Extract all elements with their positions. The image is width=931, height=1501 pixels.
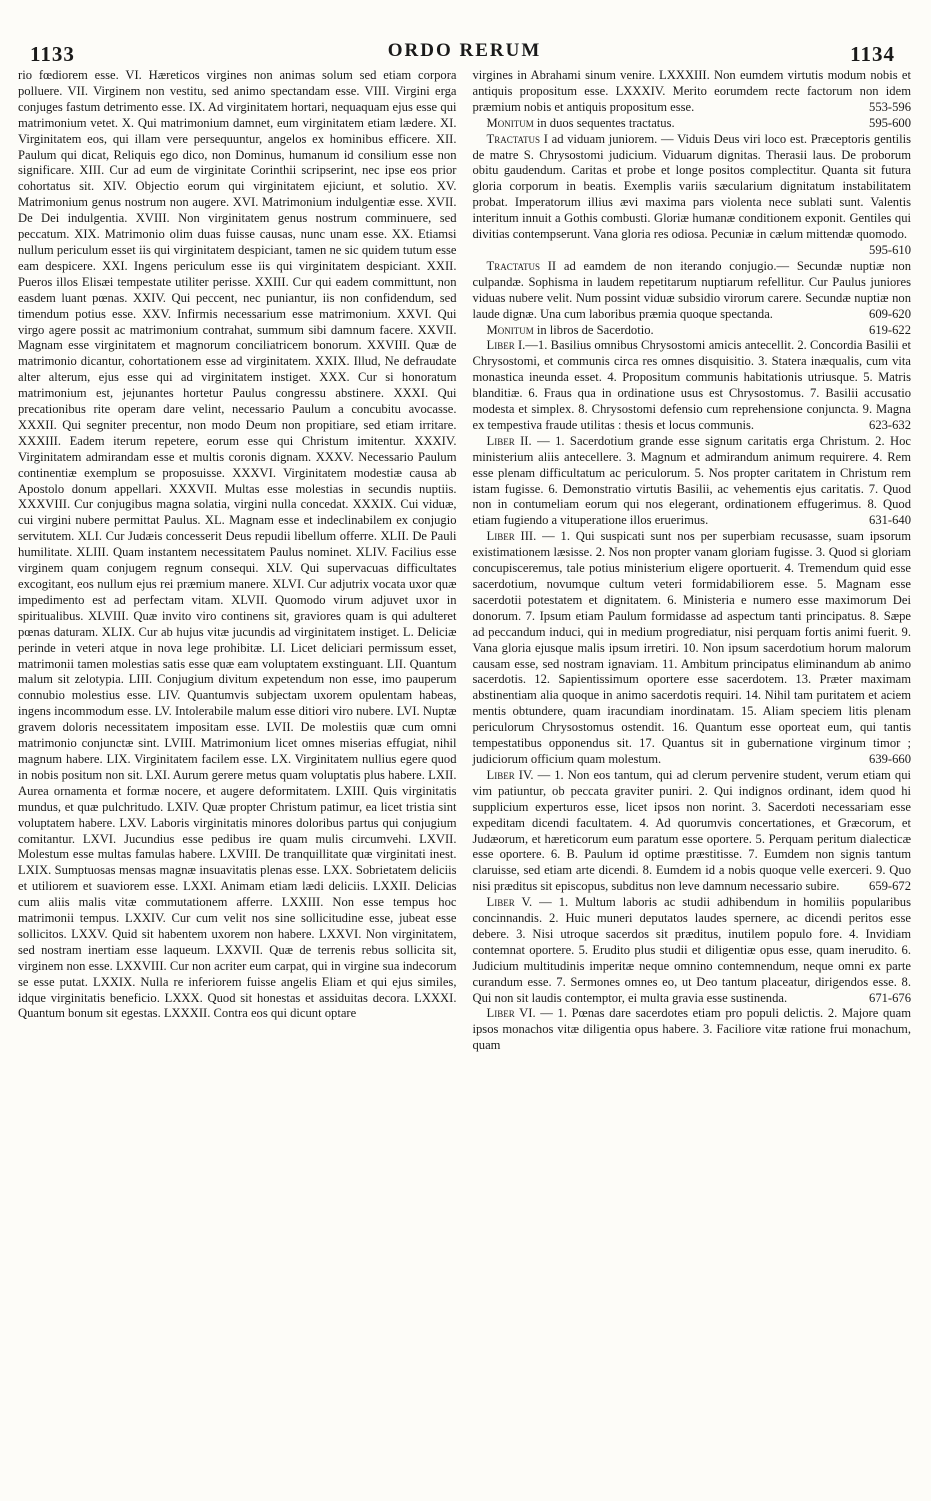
column-reference: 671-676	[869, 990, 911, 1005]
column-reference: 595-600	[869, 115, 911, 130]
entry-lead: Tractatus	[486, 131, 540, 146]
entry-text: virgines in Abrahami sinum venire. LXXXIII. Non eumdem virtutis modum nobis et antiquis propositum esse. LXXXIV. Merito eorumdem recte factorum non idem præmium nobis et antiquis propositum esse.	[472, 68, 911, 114]
column-reference: 631-640	[869, 513, 911, 528]
columns	[18, 68, 911, 1054]
entry-text: in duos sequentes tractatus.	[533, 115, 675, 130]
left-column-text: rio fœdiorem esse. VI. Hæreticos virgines non animas solum sed etiam corpora polluere. VII. Virginem non vestitu, sed animo spectandam esse. VIII. Virgini erga conjuges fastum detrimento esse. IX. Ad virginitatem hortari, nequaquam ejus esse qui matrimonium vetet. X. Qui matrimonium damnet, eum virginitatem etiam lædere. XI. Virginitatem eos, qui illam vere persequuntur, angelos ex hominibus efficere. XII. Paulum qui dicat, Reliquis ego dico, non Dominus, humanum id consilium esse non significare. XIII. Cur ad eum de virginitate Corinthii scripserint, nec ipse eos prior cohortatus sit. XIV. Objectio eorum qui virginitatem ejiciunt, et solutio. XV. Matrimonium genus nostrum non augere. XVI. Matrimonium indulgentiæ esse. XVII. De Dei indulgentia. XVIII. Non virginitatem genus nostrum comminuere, sed peccatum. XIX. Matrimonio olim duas fuisse causas, nunc unam esse. XX. Etiamsi nullum periculum esset iis qui virginitatem despiciant, tamen ne sic quidem tutum esse eam despicere. XXI. Ingens periculum esse iis qui virginitatem despiciant. XXII. Pueros illos Elisæi tempestate utiliter perisse. XXIII. Cur qui eadem committunt, non easdem luant pœnas. XXIV. Qui peccent, nec puniantur, iis non confidendum, sed timendum potius esse. XXV. Infirmis necessarium esse matrimonium. XXVI. Qui virgo agere possit ac matrimonium contrahat, summum sibi damnum facere. XXVII. Magnam esse virginitatem et magnorum conciliatricem bonorum. XXVIII. Quæ de matrimonio dicantur, cohortationem esse ad virginitatem. XXIX. Illud, Ne defraudate alter alterum, ejus esse qui ad virginitatem instiget. XXX. Cur si honoratum matrimonium est, jejunantes hortetur Paulus congressu abstinere. XXXI. Qui precationibus rite operam dare velint, necessario Paulum a concubitu avocasse. XXXII. Qui segniter precentur, non modo Deum non propitiare, sed etiam irritare. XXXIII. Eadem iterum repetere, eorum esse qui Christum imitentur. XXXIV. Virginitatem admirandam esse et multis coronis dignam. XXXV. Necessario Paulum continentiæ exemplum se proposuisse. XXXVI. Virginitatem modestiæ causa ab Apostolo donum appellari. XXXVII. Multas esse molestias in secundis nuptiis. XXXVIII. Cur conjugibus magna solatia, virgini nulla concedat. XXXIX. Cui viduæ, cui virgini nubere permittat Paulus. XL. Magnam esse et indeclinabilem ex conjugio servitutem. XLI. Cur Judæis concesserit Deus repudii libellum offerre. XLII. De Pauli humilitate. XLIII. Quam instantem necessitatem Paulus nominet. XLIV. Facilius esse virginem quam conjugem regnum consequi. XLV. Qui supervacuas difficultates excogitant, eos nullum ejus rei præmium manere. XLVI. Cur adjutrix vocata uxor quæ impedimento est ad perfectam vitam. XLVII. Quomodo virum adjuvet uxor in spiritualibus. XLVIII. Quæ invito viro continens sit, graviores quam is qui adulteret pœnas daturam. XLIX. Cur ab hujus vitæ jucundis ad virginitatem instiget. L. Deliciæ perinde in veteri atque in nova lege prohibitæ. LI. Licet deliciari permissum esset, matrimonii tamen molestias satis esse quæ eam voluptatem exstinguant. LII. Quantum malum sit zelotypia. LIII. Conjugium divitum expetendum non esse, imo pauperum connubio molestius esse. LIV. Quantumvis subjectam uxorem opulentam habeas, ingens incommodum esse. LV. Intolerabile malum esse ditiori viro nubere. LVI. Nuptæ gravem doloris necessitatem impositam esse. LVII. De molestiis quæ cum omni matrimonio conjunctæ sint. LVIII. Matrimonium licet omnes miserias effugiat, nihil magnum habere. LIX. Virginitatem facilem esse. LX. Virginitatem nullius egere quod in nobis positum non sit. LXI. Aurum gerere metus quam voluptatis plus habere. LXII. Aurea ornamenta et formæ nocere, et augere deformitatem. LXIII. Quis virginitatis mundus, et quæ pulchritudo. LXIV. Quæ propter Christum patimur, ea licet tristia sint voluptatem habere. LXV. Laboris virginitatis minores doloribus partus qui conjugium comitantur. LXVI. Jucundius esse pedibus ire quam mulis circumvehi. LXVII. Molestum esse multas famulas habere. LXVIII. De tranquillitate quæ virginitati inest. LXIX. Sumptuosas mensas magnæ insuavitatis plenas esse. LXX. Sobrietatem deliciis et utiliorem et suaviorem esse. LXXI. Animam etiam lædi deliciis. LXXII. Delicias cum aliis malis vitæ commutationem afferre. LXXIII. Non esse tempus hoc matrimonii tempus. LXXIV. Cur cum velit nos sine sollicitudine esse, jubeat esse sollicitos. LXXV. Quid sit habentem uxorem non habere. LXXVI. Non virginitatem, sed nostram inertiam esse laqueum. LXXVII. Quæ de terrenis rebus sollicita sit, virginem non esse. LXXVIII. Cur non acriter eum carpat, qui in virgine sua indecorum se esse putat. LXXIX. Nulla re inferiorem fuisse angelis Eliam et qui ejus similes, idque virginitatis beneficio. LXXX. Quod sit honestas et assiduitas decora. LXXXI. Quantum bonum sit egestas. LXXXII. Contra eos qui dicunt optare	[18, 68, 457, 1021]
entry-text: II ad eamdem de non iterando conjugio.— Secundæ nuptiæ non culpandæ. Sophisma in laudem repetitarum nuptiarum refellitur. Cur Paulus juniores viduas nubere velit. Num possint viduæ subsidio virorum carere. Secundæ nuptiæ non laude dignæ. Una cum laboribus præmia quoque spectanda.	[472, 258, 911, 321]
page-header	[18, 30, 911, 68]
toc-entry	[473, 768, 912, 895]
entry-text: in libros de Sacerdotio.	[533, 322, 654, 337]
page-number-left: 1133	[30, 42, 75, 66]
entry-lead: Liber	[486, 529, 515, 544]
column-reference: 609-620	[869, 306, 911, 321]
entry-text: III. — 1. Qui suspicati sunt nos per superbiam recusasse, suam ipsorum existimationem læsisse. 2. Nos non propter vanam gloriam fugisse. 3. Quod si gloriam concupisceremus, tale potius ministerium eligere oportuerit. 4. Tremendum quid esse sacerdotium, novumque cultum veteri formidabiliorem esse. 5. Magnam esse sacerdotii potestatem et dignitatem. 6. Ministeria e numero esse maximorum Dei donorum. 7. Ipsum etiam Paulum formidasse ad aspectum tanti principatus. 8. Sæpe ad peccandum induci, qui in medium progrediatur, nisi perquam fortis animi fuerit. 9. Vana gloria ejusque malis ipsum irretiri. 10. Non ipsum sacerdotium horum malorum causam esse, sed nostram ignaviam. 11. Ambitum principatus eliminandum ab animo sacerdotis. 12. Sapientissimum oportere esse sacerdotem. 13. Præter maximam abstinentiam alia quoque in animo sacerdotis requiri. 14. Nihil tam puritatem et aciem mentis obtundere, quam iracundiam inordinatam. 15. Aliam speciem litis plenam periculorum Chrysostomus ostendit. 16. Quantum esse oporteat eum, qui tantis tempestatibus opponendus sit. 17. Quantus sit in gubernatione virginum timor ; judiciorum officium quam molestum.	[472, 529, 911, 766]
entry-lead: Liber	[486, 895, 515, 910]
entry-lead: Liber	[486, 767, 515, 782]
toc-entry	[473, 68, 912, 116]
entry-text: IV. — 1. Non eos tantum, qui ad clerum pervenire student, verum etiam qui vim patiuntur, ob peccata graviter puniri. 2. Qui indignos ordinant, idem quod hi supplicium experturos esse, licet ipsos non norint. 3. Sacerdoti necessariam esse expeditam dicendi facultatem. 4. Ad quorumvis concertationes, et Græcorum, et Judæorum, et hæreticorum eum paratum esse oportere. 5. Perquam peritum dialecticæ esse oportere. 6. B. Paulum id optime præstitisse. 7. Eumdem non signis tantum claruisse, sed etiam arte dicendi. 8. Eumdem id a nobis quoque velle exerceri. 9. Quo nisi præditus sit episcopus, subditus non leve damnum necessario subire.	[472, 767, 911, 894]
column-reference: 595-610	[869, 242, 911, 257]
page-number-right: 1134	[850, 42, 895, 66]
entry-text: V. — 1. Multum laboris ac studii adhibendum in homiliis popularibus concinnandis. 2. Huic muneri deputatos laudes spernere, ac dicendi peritos esse debere. 3. Nisi utroque sacerdos sit præditus, inutilem populo fore. 4. Invidiam contemnat oportere. 5. Erudito plus studii et diligentiæ opus esse, quam inerudito. 6. Judicium multitudinis imperitæ neque omnino contemnendum, neque omni ex parte curandum esse. 7. Sermones omnes eo, ut Deo tantum placeatur, dirigendos esse. 8. Qui non sit laudis contemptor, ei multa gravia esse sustinenda.	[472, 895, 911, 1005]
column-reference: 553-596	[869, 99, 911, 114]
column-reference: 619-622	[869, 322, 911, 337]
column-reference: 639-660	[869, 751, 911, 766]
toc-entry	[473, 338, 912, 433]
entry-text: VI. — 1. Pœnas dare sacerdotes etiam pro populi delictis. 2. Majore quam ipsos monachos vitæ diligentia opus habere. 3. Faciliore vitæ ratione frui monachum, quam	[472, 1006, 911, 1053]
toc-entry	[473, 132, 912, 259]
entry-lead: Liber	[486, 433, 515, 448]
running-title: ORDO RERUM	[387, 40, 542, 61]
column-reference: 623-632	[869, 417, 911, 432]
right-column	[473, 68, 912, 1054]
toc-entry	[473, 116, 912, 132]
toc-entry	[473, 1006, 912, 1054]
entry-lead: Liber	[486, 1006, 515, 1021]
toc-entry	[473, 529, 912, 768]
toc-entry	[473, 323, 912, 339]
toc-entry	[473, 434, 912, 529]
toc-entry	[473, 259, 912, 323]
entry-text: II. — 1. Sacerdotium grande esse signum caritatis erga Christum. 2. Hoc ministerium aliis antecellere. 3. Magnum et admirandum animum requirere. 4. Rem esse plenam difficultatum ac periculorum. 5. Nos propter caritatem in Christum rem istam fugisse. 6. Demonstratio virtutis Basilii, ac vehementis ejus caritatis. 7. Quod non in contumeliam eorum qui nos elegerant, ordinationem effugerimus. 8. Quod etiam fugiendo a vituperatione illos eruerimus.	[472, 433, 911, 528]
column-reference: 659-672	[869, 879, 911, 894]
toc-entry	[473, 895, 912, 1006]
left-column	[18, 68, 457, 1054]
entry-lead: Tractatus	[486, 258, 540, 273]
entry-text: I ad viduam juniorem. — Viduis Deus viri loco est. Præceptoris gentilis de matre S. Chrysostomi judicium. Viduarum dignitas. Therasii laus. De proborum obitu gaudendum. Caritas et probe et longe positos complectitur. Quanta sit futura gloria corporum in beatis. Exemplis variis sæcularium dignitatum instabilitatem probat. Imperatorum illius ævi maxima pars violenta nece sublati sunt. Valentis interitum innuit a Gothis combusti. Gloriæ humanæ conditionem exponit. Gentiles qui divitias contempserunt. Vana gloria res odiosa. Pecuniæ in cælum mittendæ quomodo.	[472, 131, 911, 242]
entry-lead: Liber	[486, 338, 515, 353]
entry-lead: Monitum	[486, 322, 534, 337]
entry-lead: Monitum	[486, 115, 534, 130]
entry-text: I.—1. Basilius omnibus Chrysostomi amicis antecellit. 2. Concordia Basilii et Chrysostomi, et communis circa res omnes disquisitio. 3. Statera inæqualis, cum vita monastica ineunda esset. 4. Propositum communis habitationis utriusque. 5. Matris blanditiæ. 6. Fraus qua in ordinatione usus est Chrysostomus. 7. Basilii accusatio modesta et simplex. 8. Chrysostomi defensio cum reprehensione conjuncta. 9. Magna ex tempestiva fraude utilitas : thesis et locus communis.	[472, 338, 911, 432]
